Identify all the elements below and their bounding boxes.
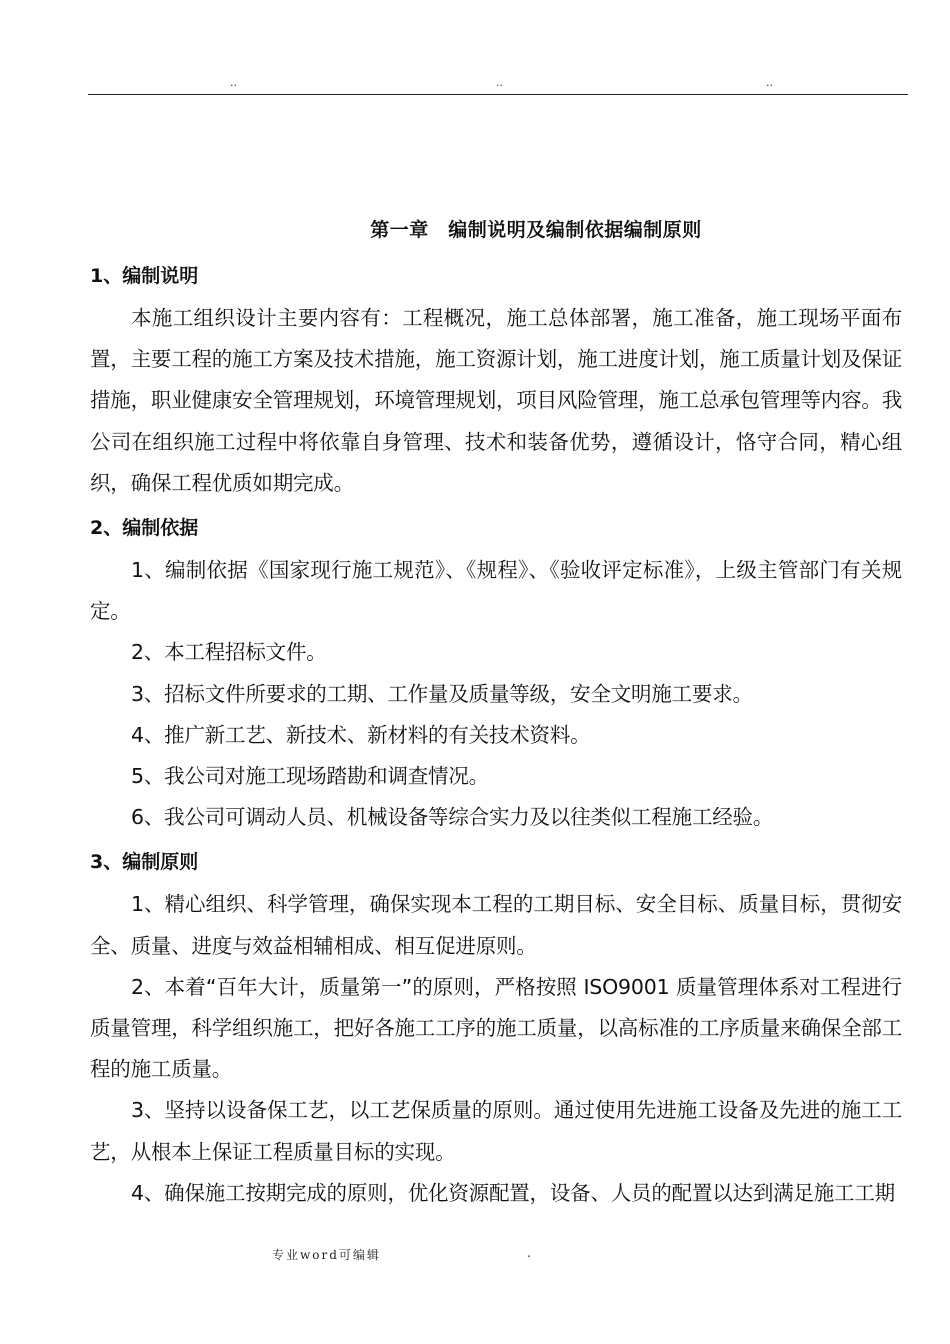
list-item: 4、确保施工按期完成的原则，优化资源配置，设备、人员的配置以达到满足施工工期 (131, 1180, 895, 1205)
header-divider (88, 94, 908, 95)
section-heading: 1、编制说明 (90, 265, 199, 287)
list-item: 1、编制依据《国家现行施工规范》、《规程》、《验收评定标准》，上级主管部门有关规定。 (90, 558, 902, 624)
footer-label: 专业word可编辑 (272, 1248, 381, 1262)
paragraph: 本施工组织设计主要内容有：工程概况，施工总体部署，施工准备，施工现场平面布置，主要工程的施工方案及技术措施，施工资源计划，施工进度计划，施工质量计划及保证措施，职业健康安全管理规划，环境管理规划，项目风险管理，施工总承包管理等内容。我公司在组织施工过程中将依靠自身管理、技术和装备优势，遵循设计，恪守合同，精心组织，确保工程优质如期完成。 (90, 306, 902, 495)
list-item: 3、坚持以设备保工艺，以工艺保质量的原则。通过使用先进施工设备及先进的施工工艺，从根本上保证工程质量目标的实现。 (90, 1098, 902, 1164)
chapter-title: 第一章 编制说明及编制依据编制原则 (370, 219, 702, 241)
header-mark-left: .. (230, 76, 237, 89)
footer-mark: . (527, 1246, 531, 1260)
header-mark-center: .. (496, 76, 503, 89)
section-heading: 2、编制依据 (90, 517, 199, 540)
list-item: 5、我公司对施工现场踏勘和调查情况。 (131, 764, 489, 789)
page-footer (0, 1246, 950, 1262)
document-body (90, 212, 902, 1214)
list-item: 6、我公司可调动人员、机械设备等综合实力及以往类似工程施工经验。 (131, 805, 774, 830)
page-header (88, 76, 908, 90)
list-item: 1、精心组织、科学管理，确保实现本工程的工期目标、安全目标、质量目标，贯彻安全、质量、进度与效益相辅相成、相互促进原则。 (90, 892, 902, 958)
list-item: 2、本着“百年大计，质量第一”的原则，严格按照 ISO9001 质量管理体系对工程进行质量管理，科学组织施工，把好各施工工序的施工质量，以高标准的工序质量来确保全部工程的施工质量。 (90, 974, 902, 1082)
section-2 (90, 510, 902, 838)
list-item: 2、本工程招标文件。 (131, 640, 327, 665)
list-item: 3、招标文件所要求的工期、工作量及质量等级，安全文明施工要求。 (131, 681, 753, 706)
header-mark-right: .. (766, 76, 773, 89)
section-1 (90, 258, 902, 504)
list-item: 4、推广新工艺、新技术、新材料的有关技术资料。 (131, 722, 591, 747)
section-heading: 3、编制原则 (90, 851, 199, 874)
section-3 (90, 844, 902, 1214)
